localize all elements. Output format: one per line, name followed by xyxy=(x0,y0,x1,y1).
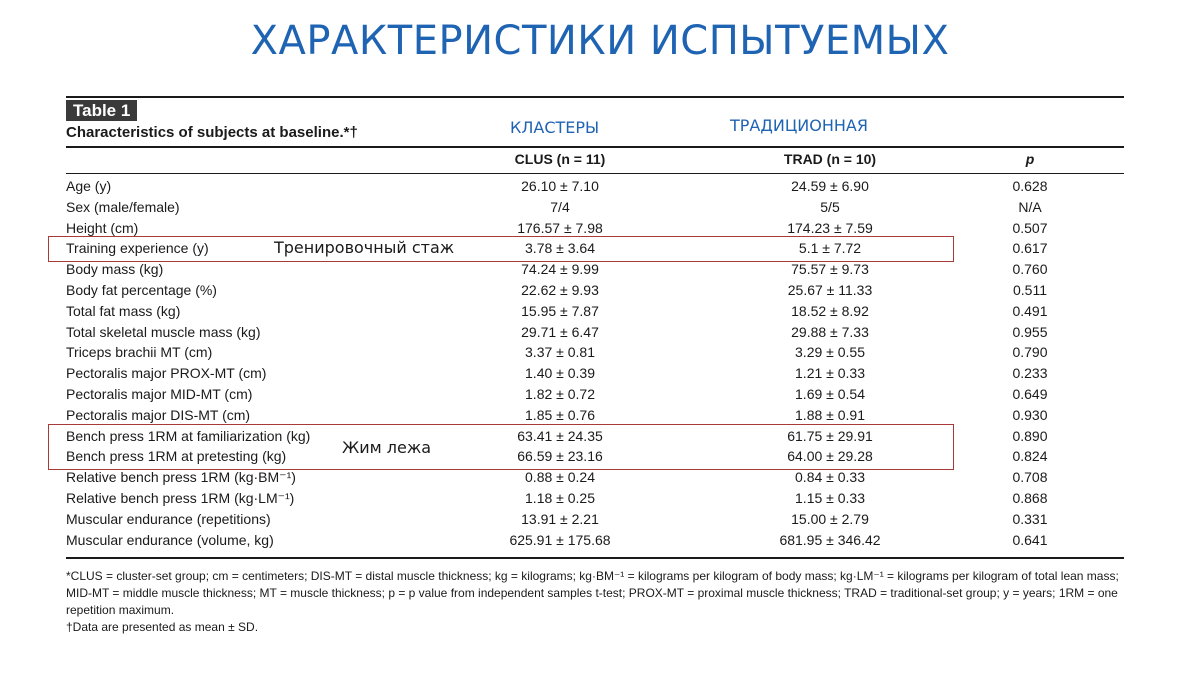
row-trad-value: 1.21 ± 0.33 xyxy=(795,365,865,382)
slide-title: ХАРАКТЕРИСТИКИ ИСПЫТУЕМЫХ xyxy=(250,18,950,64)
row-clus-value: 0.88 ± 0.24 xyxy=(525,469,595,486)
row-clus-value: 66.59 ± 23.16 xyxy=(517,448,603,465)
trad-ru-label: ТРАДИЦИОННАЯ xyxy=(730,116,868,135)
table-row xyxy=(0,384,1200,405)
row-p-value: 0.491 xyxy=(1012,302,1048,319)
header-bottom-rule xyxy=(66,173,1124,174)
table-row xyxy=(0,259,1200,280)
row-label: Total fat mass (kg) xyxy=(66,302,181,319)
row-trad-value: 18.52 ± 8.92 xyxy=(791,302,869,319)
row-p-value: 0.930 xyxy=(1012,406,1048,423)
row-p-value: 0.868 xyxy=(1012,490,1048,506)
bench-press-highlight xyxy=(48,424,954,470)
table-row xyxy=(0,280,1200,301)
row-label: Age (y) xyxy=(66,178,112,194)
row-clus-value: 3.37 ± 0.81 xyxy=(525,344,595,361)
row-trad-value: 29.88 ± 7.33 xyxy=(791,323,869,340)
row-clus-value: 1.85 ± 0.76 xyxy=(525,406,595,423)
row-clus-value: 63.41 ± 24.35 xyxy=(517,427,603,444)
row-p-value: 0.760 xyxy=(1012,261,1048,278)
table-row xyxy=(0,197,1200,218)
header-p: p xyxy=(1025,151,1035,167)
training-experience-highlight xyxy=(48,236,954,262)
table-row xyxy=(0,467,1200,488)
row-label: Triceps brachii MT (cm) xyxy=(66,344,213,361)
row-trad-value: 681.95 ± 346.42 xyxy=(779,531,881,548)
header-clus: CLUS (n = 11) xyxy=(514,151,606,167)
table-row xyxy=(0,530,1200,551)
table-badge: Table 1 xyxy=(66,100,137,121)
bench-press-annotation: Жим лежа xyxy=(342,438,432,457)
row-trad-value: 25.67 ± 11.33 xyxy=(787,282,873,298)
row-p-value: 0.628 xyxy=(1012,178,1048,194)
row-p-value: 0.233 xyxy=(1012,365,1048,382)
row-label: Muscular endurance (volume, kg) xyxy=(66,531,274,548)
row-p-value: 0.708 xyxy=(1012,469,1048,486)
footnote-abbreviations: *CLUS = cluster-set group; cm = centimeters; DIS-MT = distal muscle thickness; kg = kilograms; kg·BM⁻¹ = kilograms per kilogram of body mass; kg·LM⁻¹ = kilograms per kilogram of total lean mass; MID-MT = middle muscle thickness; MT = muscle thickness; p = p value from independent samples t-test; PROX-MT = proximal muscle thickness; TRAD = traditional-set group; y = years; 1RM = one repetition maximum. xyxy=(66,569,1119,617)
row-clus-value: 1.18 ± 0.25 xyxy=(525,490,595,506)
row-p-value: 0.331 xyxy=(1012,510,1048,527)
row-label: Pectoralis major MID-MT (cm) xyxy=(66,386,253,402)
row-p-value: 0.617 xyxy=(1012,240,1048,257)
row-clus-value: 26.10 ± 7.10 xyxy=(521,178,599,194)
row-p-value: 0.955 xyxy=(1012,323,1048,340)
header-trad: TRAD (n = 10) xyxy=(783,151,877,167)
row-clus-value: 1.40 ± 0.39 xyxy=(525,365,595,382)
row-trad-value: 5.1 ± 7.72 xyxy=(798,240,862,257)
row-trad-value: 15.00 ± 2.79 xyxy=(791,510,869,527)
training-experience-annotation: Тренировочный стаж xyxy=(274,238,455,257)
row-trad-value: 61.75 ± 29.91 xyxy=(787,427,873,444)
row-p-value: 0.824 xyxy=(1012,448,1048,465)
row-trad-value: 3.29 ± 0.55 xyxy=(795,344,865,361)
row-label: Height (cm) xyxy=(66,219,139,236)
table-row xyxy=(0,342,1200,363)
row-clus-value: 3.78 ± 3.64 xyxy=(525,240,595,257)
table-caption: Characteristics of subjects at baseline.*† xyxy=(66,124,358,141)
table-row xyxy=(0,176,1200,197)
row-label: Relative bench press 1RM (kg·BM⁻¹) xyxy=(66,469,296,486)
row-trad-value: 75.57 ± 9.73 xyxy=(791,261,869,278)
row-trad-value: 1.69 ± 0.54 xyxy=(795,386,865,402)
row-label: Pectoralis major DIS-MT (cm) xyxy=(66,406,251,423)
header-top-rule xyxy=(66,146,1124,148)
row-clus-value: 29.71 ± 6.47 xyxy=(521,323,599,340)
row-trad-value: 1.88 ± 0.91 xyxy=(795,406,865,423)
footnote-data-note: †Data are presented as mean ± SD. xyxy=(66,620,259,634)
table-row xyxy=(0,509,1200,530)
row-clus-value: 74.24 ± 9.99 xyxy=(521,261,599,278)
row-p-value: 0.641 xyxy=(1012,531,1048,548)
table-top-rule xyxy=(66,96,1124,98)
row-label: Muscular endurance (repetitions) xyxy=(66,510,271,527)
row-label: Relative bench press 1RM (kg·LM⁻¹) xyxy=(66,490,295,506)
row-label: Bench press 1RM at pretesting (kg) xyxy=(66,448,287,465)
row-trad-value: 1.15 ± 0.33 xyxy=(795,490,865,506)
table-row xyxy=(0,488,1200,509)
row-clus-value: 176.57 ± 7.98 xyxy=(517,219,603,236)
row-p-value: 0.511 xyxy=(1013,282,1047,298)
table-row xyxy=(0,301,1200,322)
table-row xyxy=(0,322,1200,343)
row-clus-value: 625.91 ± 175.68 xyxy=(509,531,611,548)
row-p-value: 0.507 xyxy=(1012,219,1048,236)
row-label: Bench press 1RM at familiarization (kg) xyxy=(66,427,311,444)
row-label: Pectoralis major PROX-MT (cm) xyxy=(66,365,267,382)
row-p-value: 0.890 xyxy=(1012,427,1048,444)
row-label: Training experience (y) xyxy=(66,240,209,257)
row-clus-value: 13.91 ± 2.21 xyxy=(521,510,599,527)
row-trad-value: 64.00 ± 29.28 xyxy=(787,448,873,465)
row-label: Total skeletal muscle mass (kg) xyxy=(66,323,261,340)
row-clus-value: 7/4 xyxy=(550,198,570,215)
row-trad-value: 174.23 ± 7.59 xyxy=(787,219,873,236)
footnotes xyxy=(66,568,1126,636)
row-trad-value: 0.84 ± 0.33 xyxy=(795,469,865,486)
row-clus-value: 22.62 ± 9.93 xyxy=(521,282,599,298)
table-bottom-rule xyxy=(66,557,1124,559)
row-trad-value: 5/5 xyxy=(820,198,840,215)
row-clus-value: 15.95 ± 7.87 xyxy=(521,302,599,319)
row-label: Sex (male/female) xyxy=(66,198,180,215)
row-clus-value: 1.82 ± 0.72 xyxy=(525,386,595,402)
table-row xyxy=(0,363,1200,384)
table-row xyxy=(0,405,1200,426)
row-p-value: N/A xyxy=(1018,198,1042,215)
row-trad-value: 24.59 ± 6.90 xyxy=(791,178,869,194)
row-p-value: 0.649 xyxy=(1012,386,1048,402)
row-label: Body mass (kg) xyxy=(66,261,164,278)
clus-ru-label: КЛАСТЕРЫ xyxy=(510,118,600,137)
row-p-value: 0.790 xyxy=(1012,344,1048,361)
row-label: Body fat percentage (%) xyxy=(66,282,217,298)
